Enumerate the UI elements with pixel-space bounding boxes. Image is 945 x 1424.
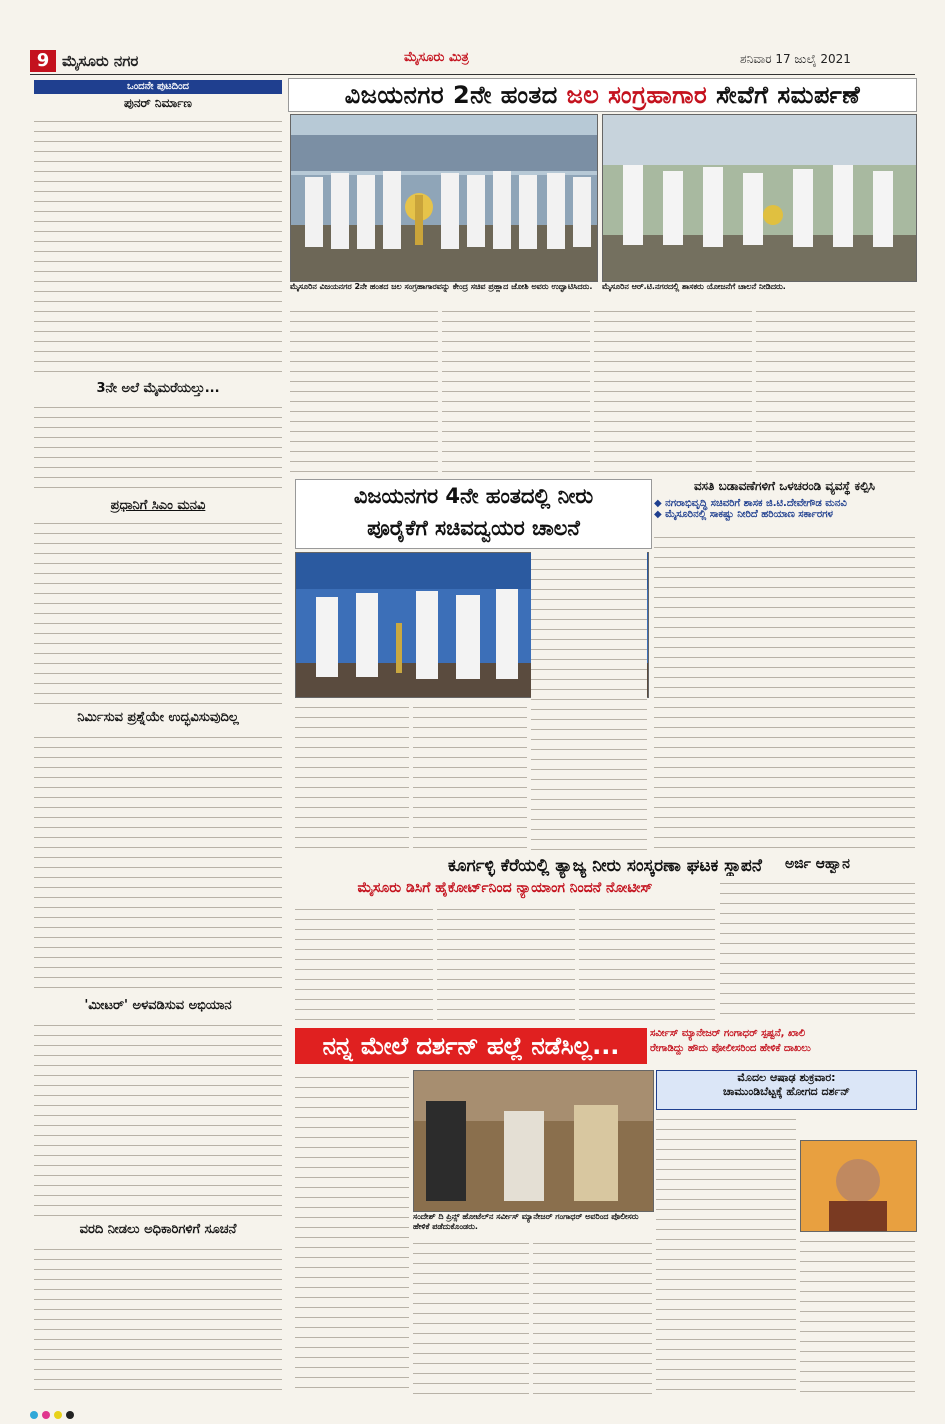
right-box-bullets (654, 498, 915, 520)
story-two-col-1 (295, 700, 409, 850)
left-subhead-5: ವರದಿ ನೀಡಲು ಅಧಿಕಾರಿಗಳಿಗೆ ಸೂಚನೆ (79, 1222, 237, 1237)
masthead-logo: ಮೈಸೂರು ಮಿತ್ರ (404, 50, 469, 65)
page-number-badge: 9 (30, 50, 56, 72)
story-two-headline: ವಿಜಯನಗರ 4ನೇ ಹಂತದಲ್ಲಿ ನೀರು ಪೂರೈಕೆಗೆ ಸಚಿವದ್ವಯರ ಚಾಲನೆ (295, 479, 652, 549)
left-body-text-3 (34, 516, 282, 706)
darshan-caption: ಸಂದೇಶ್ ದಿ ಪ್ರಿನ್ಸ್ ಹೋಟೆಲ್‌ನ ಸರ್ವೀಸ್ ಮ್ಯಾನೇಜರ್ ಗಂಗಾಧರ್ ಅವರಿಂದ ಪೊಲೀಸರು ಹೇಳಿಕೆ ಪಡೆದುಕೊಂಡರು. (413, 1212, 639, 1231)
lead-body-col-1 (290, 304, 438, 474)
header-divider (30, 74, 915, 75)
left-subhead-3: ನಿರ್ಮಿಸುವ ಪ್ರಶ್ನೆಯೇ ಉದ್ಭವಿಸುವುದಿಲ್ಲ (77, 710, 239, 725)
right-box-body (654, 530, 915, 850)
left-body-text-1 (34, 114, 282, 376)
story-three-subhead: ಮೈಸೂರು ಡಿಸಿಗೆ ಹೈಕೋರ್ಟ್‌ನಿಂದ ನ್ಯಾಯಾಂಗ ನಿಂದನೆ ನೋಟೀಸ್ (357, 880, 653, 896)
story-three-col-2 (437, 902, 575, 1022)
ashada-col-1 (656, 1112, 796, 1394)
lead-body-col-4 (756, 304, 915, 474)
right-box-title: ವಸತಿ ಬಡಾವಣೆಗಳಿಗೆ ಒಳಚರಂಡಿ ವ್ಯವಸ್ಥೆ ಕಲ್ಪಿಸಿ (693, 479, 876, 493)
lead-headline: ವಿಜಯನಗರ 2ನೇ ಹಂತದ ಜಲ ಸಂಗ್ರಹಾಗಾರ ಸೇವೆಗೆ ಸಮರ್ಪಣೆ (288, 78, 917, 112)
registration-marks (30, 1404, 915, 1416)
story-two-col-2 (413, 700, 527, 850)
lead-body-col-3 (594, 304, 752, 474)
story-two-col-3 (531, 552, 647, 850)
darshan-side-headline: ಸರ್ವೀಸ್ ಮ್ಯಾನೇಜರ್ ಗಂಗಾಧರ್ ಸ್ಪಷ್ಟನೆ, ಖಾಲಿ ರೇಗಾಡಿದ್ದು ಹೌದು ಪೋಲೀಸರಿಂದ ಹೇಳಿಕೆ ದಾಖಲು (650, 1028, 811, 1054)
left-body-text-5 (34, 1018, 282, 1218)
darshan-photo (413, 1070, 654, 1212)
lead-caption-left: ಮೈಸೂರಿನ ವಿಜಯನಗರ 2ನೇ ಹಂತದ ಜಲ ಸಂಗ್ರಹಾಗಾರವನ್ನು ಕೇಂದ್ರ ಸಚಿವ ಪ್ರಹ್ಲಾದ ಜೋಶಿ ಅವರು ಉದ್ಘಾಟಿಸಿದರು. (290, 282, 593, 291)
story-three-headline: ಕೂರ್ಗಳ್ಳಿ ಕೆರೆಯಲ್ಲಿ ತ್ಯಾಜ್ಯ ನೀರು ಸಂಸ್ಕರಣಾ ಘಟಕ ಸ್ಥಾಪನೆ (448, 856, 762, 876)
darshan-col-3 (533, 1236, 652, 1394)
ashada-box-headline: ಮೊದಲ ಆಷಾಢ ಶುಕ್ರವಾರ: ಚಾಮುಂಡಿಬೆಟ್ಟಕ್ಕೆ ಹೋಗದ ದರ್ಶನ್ (656, 1070, 917, 1110)
darshan-headline: ನನ್ನ ಮೇಲೆ ದರ್ಶನ್ ಹಲ್ಲೆ ನಡೆಸಿಲ್ಲ... (295, 1028, 647, 1064)
ashada-col-2 (800, 1234, 915, 1394)
darshan-col-2 (413, 1236, 529, 1394)
left-subhead-1: 3ನೇ ಅಲೆ ಮೈಮರೆಯಲ್ತು... (96, 381, 220, 396)
notice-title: ಅರ್ಜಿ ಆಹ್ವಾನ (785, 856, 850, 872)
right-box-bullet: ◆ ಮೈಸೂರಿನಲ್ಲಿ ಸಾಕಷ್ಟು ನೀರಿದೆ ಹರಿಯಾಣ ಸರ್ಕಾರಗಳ (654, 509, 833, 520)
lead-caption-right: ಮೈಸೂರಿನ ಆರ್.ಟಿ.ನಗರದಲ್ಲಿ ಶಾಸಕರು ಯೋಜನೆಗೆ ಚಾಲನೆ ನೀಡಿದರು. (602, 282, 786, 291)
continued-label: ಒಂದನೇ ಪುಟದಿಂದ (34, 80, 282, 94)
lead-body-col-2 (442, 304, 590, 474)
darshan-col-1 (295, 1070, 409, 1394)
issue-date: ಶನಿವಾರ 17 ಜುಲೈ 2021 (740, 52, 851, 66)
left-kicker: ಪುನರ್ ನಿರ್ಮಾಣ (124, 96, 192, 110)
lead-photo-right (602, 114, 917, 282)
notice-body (720, 876, 915, 1022)
left-subhead-2: ಪ್ರಧಾನಿಗೆ ಸಿಎಂ ಮನವಿ (110, 498, 206, 513)
story-three-col-1 (295, 902, 433, 1022)
left-body-text-4 (34, 730, 282, 994)
lead-photo-left (290, 114, 598, 282)
left-subhead-4: 'ಮೀಟರ್' ಅಳವಡಿಸುವ ಅಭಿಯಾನ (84, 998, 232, 1013)
section-title: ಮೈಸೂರು ನಗರ (62, 52, 139, 70)
left-body-text-2 (34, 400, 282, 494)
left-body-text-6 (34, 1242, 282, 1394)
right-box-bullet: ◆ ನಗರಾಭಿವೃದ್ಧಿ ಸಚಿವರಿಗೆ ಶಾಸಕ ಜಿ.ಟಿ.ದೇವೇಗೌಡ ಮನವಿ (654, 498, 847, 509)
story-three-col-3 (579, 902, 715, 1022)
darshan-portrait (800, 1140, 917, 1232)
